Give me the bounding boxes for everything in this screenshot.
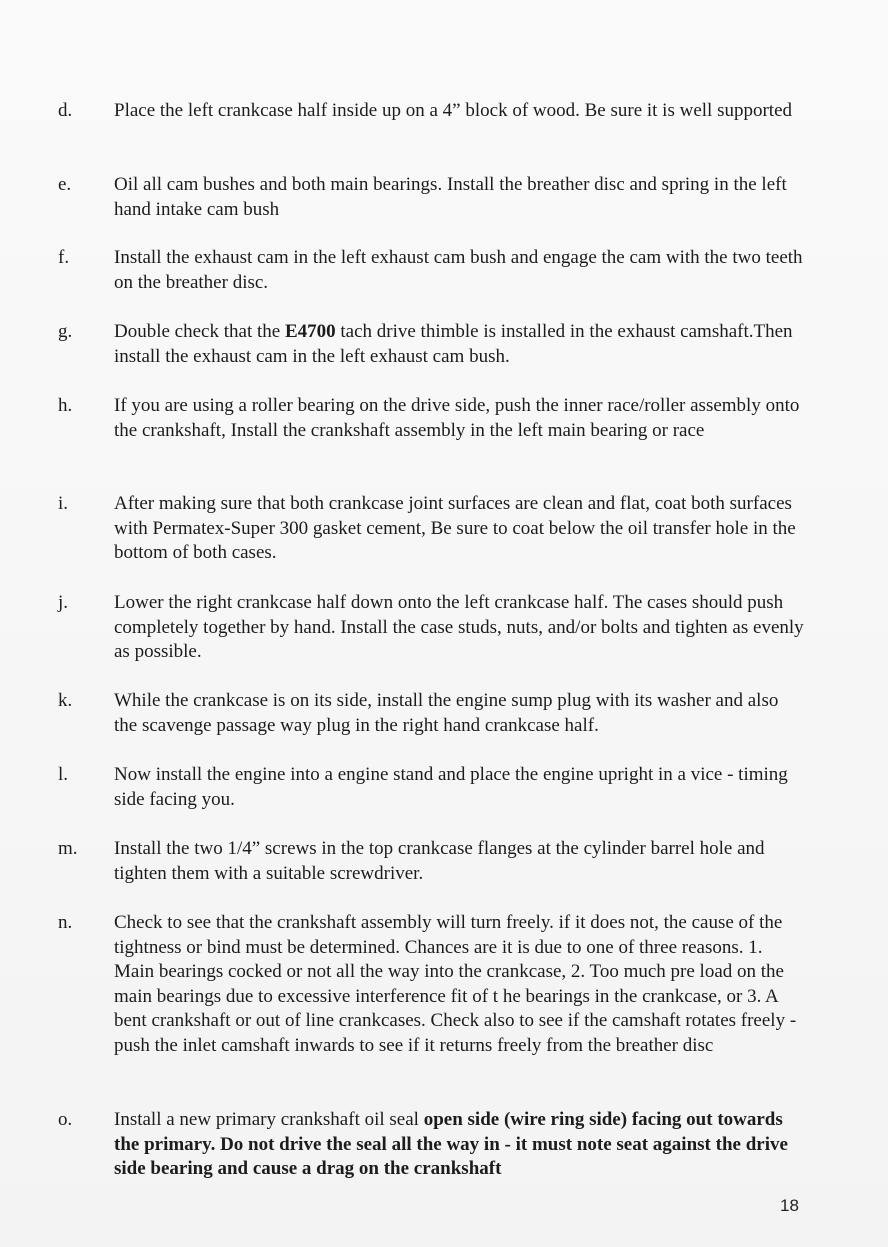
- step-letter: h.: [58, 395, 73, 416]
- step-text: Check to see that the crankshaft assembly will turn freely. if it does not, the cause of the tightness or bind must be determined. Chances are it is due to one of three reasons. 1. Main bearings cocked or not all the way into the crankcase, 2. Too much pre load on the main bearings due to excessive interference fit of t he bearings in the crankcase, or 3. A bent crankshaft or out of line crankcases. Check also to see if the camshaft rotates freely - push the inlet camshaft inwards to see if it returns freely from the breather disc: [114, 912, 797, 1056]
- step-warning: open side (wire ring side) facing out towards the primary. Do not drive the seal all the way in - it must note seat against the drive side bearing and cause a drag on the crankshaft: [114, 1109, 788, 1179]
- step-text: Now install the engine into a engine stand and place the engine upright in a vice - timing side facing you.: [114, 764, 788, 810]
- step-letter: m.: [58, 838, 78, 859]
- step-text: After making sure that both crankcase joint surfaces are clean and flat, coat both surfaces with Permatex-Super 300 gasket cement, Be sure to coat below the oil transfer hole in the bottom of both cases.: [114, 493, 796, 563]
- step-letter: f.: [58, 247, 70, 268]
- step-text: While the crankcase is on its side, install the engine sump plug with its washer and also the scavenge passage way plug in the right hand crankcase half.: [114, 690, 779, 736]
- step-text: [114, 1108, 804, 1182]
- step-text: Lower the right crankcase half down onto the left crankcase half. The cases should push completely together by hand. Install the case studs, nuts, and/or bolts and tighten as evenly as possible.: [114, 592, 804, 662]
- step-letter: e.: [58, 174, 72, 195]
- step-letter: d.: [58, 100, 73, 121]
- step-letter: o.: [58, 1109, 73, 1130]
- step-text: [114, 320, 804, 369]
- step-letter: k.: [58, 690, 73, 711]
- step-text: Install the two 1/4” screws in the top crankcase flanges at the cylinder barrel hole and tighten them with a suitable screwdriver.: [114, 838, 765, 884]
- step-letter: g.: [58, 321, 73, 342]
- step-text: Place the left crankcase half inside up on a 4” block of wood. Be sure it is well supported: [114, 100, 792, 121]
- page-number: 18: [780, 1196, 799, 1215]
- step-letter: n.: [58, 912, 73, 933]
- step-letter: j.: [58, 592, 69, 613]
- step-text-part: tach drive thimble is installed in the exhaust camshaft.Then install the exhaust cam in the left exhaust cam bush.: [114, 321, 793, 367]
- step-letter: i.: [58, 493, 69, 514]
- step-letter: l.: [58, 764, 69, 785]
- step-text: Oil all cam bushes and both main bearings. Install the breather disc and spring in the left hand intake cam bush: [114, 174, 787, 220]
- part-number: E4700: [284, 321, 336, 342]
- step-text-part: Install a new primary crankshaft oil seal: [114, 1109, 424, 1130]
- step-text-part: Double check that the: [114, 321, 285, 342]
- step-text: If you are using a roller bearing on the drive side, push the inner race/roller assembly onto the crankshaft, Install the crankshaft assembly in the left main bearing or race: [114, 395, 800, 441]
- step-text: Install the exhaust cam in the left exhaust cam bush and engage the cam with the two teeth on the breather disc.: [114, 247, 803, 293]
